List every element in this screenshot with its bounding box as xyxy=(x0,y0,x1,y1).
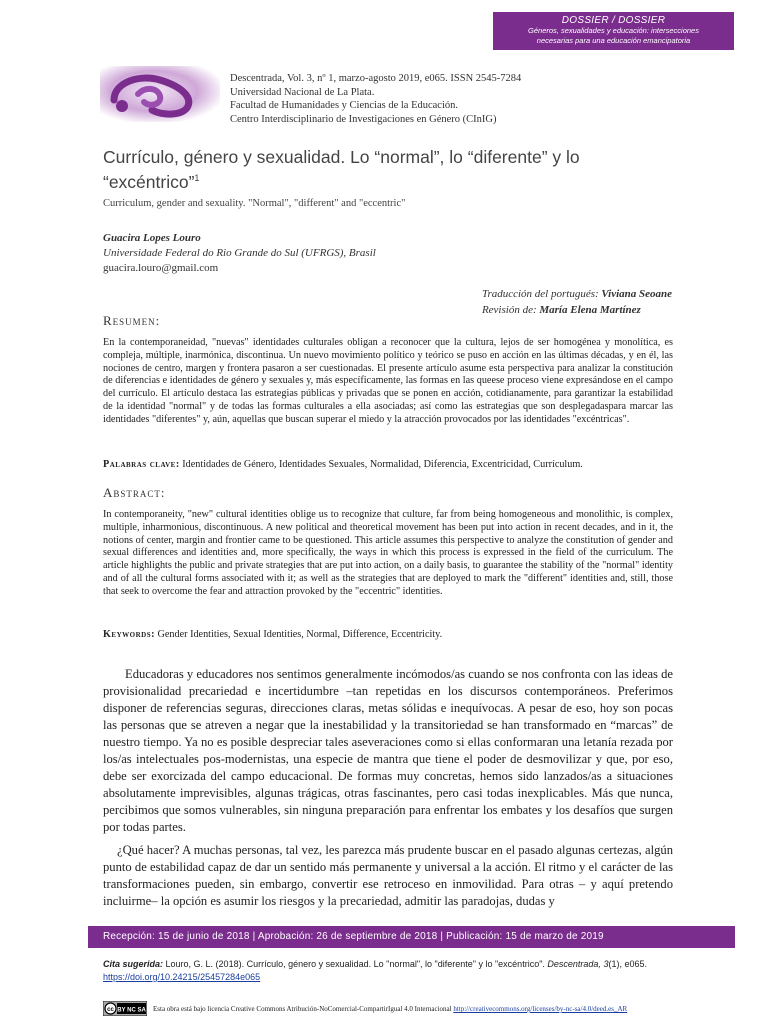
suggested-citation xyxy=(103,958,673,984)
keywords-es-list: Identidades de Género, Identidades Sexuales, Normalidad, Diferencia, Excentricidad, Currículum. xyxy=(182,459,583,470)
abstract-text: In contemporaneity, "new" cultural identities oblige us to recognize that culture, far from being homogeneous and monolithic, is complex, multiple, inharmonious, discontinuous. A new political and theoretical movement has been put into action in recent decades, and in it, the notions of center, margin and frontier came to be questioned. This article assumes this perspective to analyze the constitution of gender and sexual differences and identities and, more specifically, the ways in which this process is expressed in the field of the curriculum. The article highlights the public and private strategies that are put into action, on a daily basis, to guarantee the stability of the "normal" identity and of all the cultural forms associated with it; as well as the strategies that are deployed to mark the "different" identities and, still, those that seek to overcome the fear and attraction provoked by the "eccentric" identities. xyxy=(103,509,673,597)
abstract-heading: Abstract: xyxy=(103,485,166,500)
cite-eid: e065. xyxy=(624,959,648,969)
translation-label: Traducción del portugués: xyxy=(481,288,599,300)
dossier-subtitle-line2: necesarias para una educación emancipatoria xyxy=(536,35,691,45)
keywords-en xyxy=(103,629,673,642)
article-subtitle: Curriculum, gender and sexuality. "Normal", "different" and "eccentric" xyxy=(103,198,406,209)
cc-badge-text: BY NC SA xyxy=(117,1007,146,1014)
journal-metadata xyxy=(230,72,521,126)
publication-dates-bar: Recepción: 15 de junio de 2018 | Aprobación: 26 de septiembre de 2018 | Publicación: 15 de marzo de 2019 xyxy=(88,926,735,948)
journal-logo-icon xyxy=(100,66,220,122)
cite-text: Louro, G. L. (2018). Currículo, género y sexualidad. Lo "normal", lo "diferente" y lo "excéntrico". xyxy=(165,959,545,969)
resumen-heading: Resumen: xyxy=(103,313,161,328)
doi-link[interactable]: https://doi.org/10.24215/25457284e065 xyxy=(103,972,261,982)
dossier-title: DOSSIER / DOSSIER xyxy=(561,15,666,26)
research-center: Centro Interdisciplinario de Investigaciones en Género (CInIG) xyxy=(230,113,497,125)
cite-label: Cita sugerida: xyxy=(103,959,164,969)
license-text: Esta obra está bajo licencia Creative Commons Atribución-NoComercial-CompartirIgual 4.0 Internacional xyxy=(153,1005,452,1013)
article-title-text: Currículo, género y sexualidad. Lo “normal”, lo “diferente” y lo “excéntrico” xyxy=(103,147,580,192)
license-link[interactable]: http://creativecommons.org/licenses/by-nc-sa/4.0/deed.es_AR xyxy=(453,1005,628,1013)
body-paragraph-2: ¿Qué hacer? A muchas personas, tal vez, les parezca más prudente buscar en el pasado algunas certezas, algún punto de estabilidad capaz de dar un sentido más permanente y universal a la acción. El ritmo y el carácter de las transformaciones pueden, sin embargo, convertir ese retroceso en inmovilidad. Para otras – y aquí pretendo incluirme– la opción es asumir los riesgos y la precariedad, admitir las paradojas, dudas y xyxy=(103,843,673,908)
faculty: Facultad de Humanidades y Ciencias de la Educación. xyxy=(230,100,459,112)
keywords-es xyxy=(103,459,673,472)
university: Universidad Nacional de La Plata. xyxy=(230,86,375,98)
keywords-es-label: Palabras clave: xyxy=(103,459,180,470)
article-title xyxy=(103,147,663,193)
author-block xyxy=(103,231,376,276)
resumen-text: En la contemporaneidad, "nuevas" identidades culturales obligan a reconocer que la cultura, lejos de ser homogénea y monolítica, es compleja, múltiple, inarmónica, discontinua. Un nuevo movimiento político y teórico se puso en acción en las últimas décadas, y en él, las nociones de centro, margen y frontera pasaron a ser cuestionadas. El presente artículo asume esta perspectiva para analizar la constitución de diferencias e identidades de género y sexuales y, más específicamente, las formas en las queese proceso viene expresándose en el campo del currículo. El artículo destaca las estrategias públicas y privadas que se ponen en acción, cotidianamente, para garantizar la estabilidad de la identidad "normal" y de todas las formas culturales a ella asociadas; así como las estrategias que son desplegadaspara marcar las identidades "diferentes" y, aún, aquellas que buscan superar el miedo y la atracción provocados por las identidades "excéntricas". xyxy=(103,337,673,425)
journal-issue: Descentrada, Vol. 3, nº 1, marzo-agosto 2019, e065. ISSN 2545-7284 xyxy=(230,73,522,84)
license-notice xyxy=(153,1005,627,1013)
body-paragraph-1: Educadoras y educadores nos sentimos generalmente incómodos/as cuando se nos confronta con las ideas de provisionalidad precariedad e incertidumbre –tan repetidas en los discursos contemporáneos. Preferimos disponer de referencias seguras, direcciones claras, metas sólidas e inequívocas. A pesar de eso, hoy son pocas las personas que se atreven a negar que la inestabilidad y la transitoriedad se han transformado en “marcas” de nuestro tiempo. Ya no es posible despreciar tales aseveraciones como si ellas conformaran una letanía rezada por los/as intelectuales pos-modernistas, una especie de mantra que tiene el poder de desmovilizar y que, por eso, debe ser exorcizada del campo educacional. De formas muy concretas, hemos sido lanzados/as a situaciones absolutamente imprevisibles, algunas trágicas, otras fascinantes, pero casi todas inexplicables. Más que nunca, percibimos que somos vulnerables, sin ninguna preparación para enfrentar los embates y los desafíos que surgen por todas partes. xyxy=(103,667,673,834)
dossier-subtitle-line1: Géneros, sexualidades y educación: intersecciones xyxy=(528,26,699,35)
cite-journal: Descentrada, xyxy=(547,959,601,969)
reviser-name: María Elena Martínez xyxy=(539,304,641,316)
cite-volume: 3 xyxy=(603,959,609,969)
revision-label: Revisión de: xyxy=(481,304,537,316)
svg-text:cc: cc xyxy=(107,1007,114,1013)
author-affiliation: Universidade Federal do Rio Grande do Sul (UFRGS), Brasil xyxy=(103,247,376,259)
translator-name: Viviana Seoane xyxy=(601,288,672,300)
author-name: Guacira Lopes Louro xyxy=(103,232,201,244)
dossier-banner xyxy=(493,12,734,50)
keywords-en-list: Gender Identities, Sexual Identities, Normal, Difference, Eccentricity. xyxy=(157,629,443,640)
author-email[interactable]: guacira.louro@gmail.com xyxy=(103,262,219,274)
translation-credits xyxy=(482,286,672,318)
cite-issue: (1), xyxy=(608,959,622,969)
footnote-marker: 1 xyxy=(194,173,200,183)
creative-commons-badge-icon[interactable] xyxy=(103,1001,147,1016)
keywords-en-label: Keywords: xyxy=(103,629,155,640)
